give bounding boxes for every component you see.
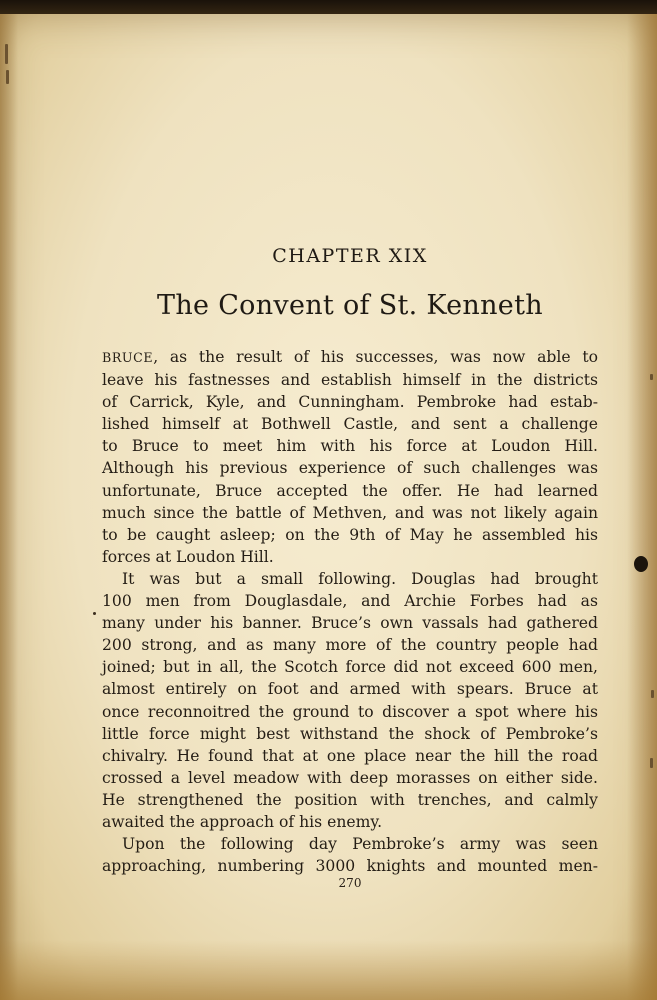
body-line: leave his fastnesses and establish himself in the districts <box>102 371 598 390</box>
page-number: 270 <box>338 876 362 890</box>
chapter-number: CHAPTER XIX <box>272 245 428 267</box>
body-line: many under his banner. Bruce’s own vassals had gathered <box>102 614 598 633</box>
body-line: BRUCE, as the result of his successes, was now able to <box>102 348 598 366</box>
ink-blot <box>634 556 648 572</box>
body-line: little force might best withstand the shock of Pembroke’s <box>102 724 598 743</box>
margin-dot <box>93 612 96 615</box>
body-line: It was but a small following. Douglas had brought <box>122 569 598 588</box>
body-line: chivalry. He found that at one place near the hill the road <box>102 746 598 765</box>
body-line: lished himself at Bothwell Castle, and sent a challenge <box>102 415 598 434</box>
body-line: approaching, numbering 3000 knights and mounted men- <box>102 857 598 876</box>
body-line: to be caught asleep; on the 9th of May he assembled his <box>102 525 598 544</box>
body-line: almost entirely on foot and armed with spears. Bruce at <box>102 680 598 699</box>
body-line: 100 men from Douglasdale, and Archie Forbes had as <box>102 592 598 611</box>
opening-word: BRUCE <box>102 350 154 365</box>
body-line: much since the battle of Methven, and was not likely again <box>102 503 598 522</box>
body-line: awaited the approach of his enemy. <box>102 812 383 831</box>
body-line: 200 strong, and as many more of the country people had <box>102 636 598 655</box>
body-line: unfortunate, Bruce accepted the offer. He had learned <box>102 481 598 500</box>
body-line: of Carrick, Kyle, and Cunningham. Pembroke had estab- <box>102 393 598 412</box>
margin-mark <box>651 690 654 698</box>
body-line: to Bruce to meet him with his force at Loudon Hill. <box>102 437 598 456</box>
chapter-title: The Convent of St. Kenneth <box>157 290 543 321</box>
page-edge-stain <box>627 14 657 1000</box>
margin-mark <box>5 44 8 64</box>
margin-mark <box>650 758 653 768</box>
body-line: once reconnoitred the ground to discover a spot where his <box>102 702 598 721</box>
margin-mark <box>650 374 653 380</box>
margin-mark <box>6 70 9 84</box>
body-line: Upon the following day Pembroke’s army was seen <box>122 835 598 854</box>
body-line: Although his previous experience of such challenges was <box>102 459 598 478</box>
body-line: He strengthened the position with trenches, and calmly <box>102 790 598 809</box>
page-gutter-shadow <box>0 14 18 1000</box>
body-line: joined; but in all, the Scotch force did not exceed 600 men, <box>102 658 598 677</box>
body-line: forces at Loudon Hill. <box>102 547 274 566</box>
body-line: crossed a level meadow with deep morasses on either side. <box>102 768 598 787</box>
chapter-body <box>102 346 598 877</box>
page-bottom-stain <box>0 940 657 1000</box>
